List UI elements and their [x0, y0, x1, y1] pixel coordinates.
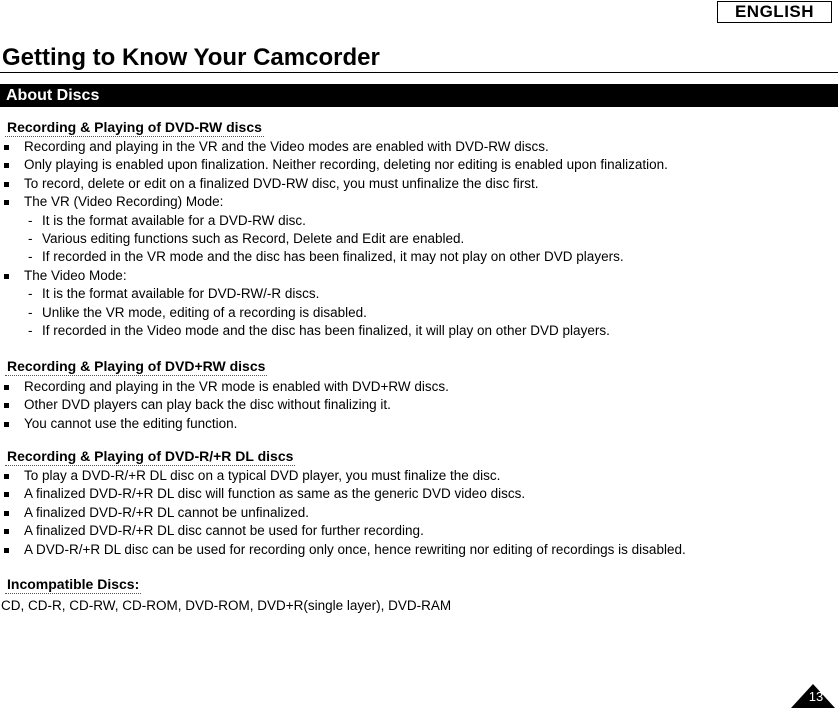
language-badge: ENGLISH [717, 1, 832, 23]
list-item: The VR (Video Recording) Mode: [0, 193, 668, 211]
list-item: To record, delete or edit on a finalized DVD-RW disc, you must unfinalize the disc first. [0, 175, 668, 193]
dvd-rw-heading: Recording & Playing of DVD-RW discs [7, 119, 262, 135]
list-item: The Video Mode: [0, 267, 668, 285]
list-item: You cannot use the editing function. [0, 415, 449, 433]
list-item: Recording and playing in the VR mode is enabled with DVD+RW discs. [0, 378, 449, 396]
section-title: About Discs [6, 87, 100, 104]
section-header-bar [0, 84, 838, 107]
list-item: A finalized DVD-R/+R DL disc cannot be used for further recording. [0, 522, 686, 540]
sub-list-item: - Unlike the VR mode, editing of a recording is disabled. [0, 304, 668, 322]
page-number-badge [791, 684, 835, 708]
list-item: To play a DVD-R/+R DL disc on a typical DVD player, you must finalize the disc. [0, 467, 686, 485]
dvd-plus-rw-heading: Recording & Playing of DVD+RW discs [7, 358, 266, 374]
incompatible-discs-list: CD, CD-R, CD-RW, CD-ROM, DVD-ROM, DVD+R(single layer), DVD-RAM [1, 598, 452, 613]
page-number: 13 [808, 689, 824, 704]
list-item: Other DVD players can play back the disc without finalizing it. [0, 396, 449, 414]
dvd-plus-rw-list [0, 378, 449, 433]
sub-list-item: - Various editing functions such as Record, Delete and Edit are enabled. [0, 230, 668, 248]
list-item: Only playing is enabled upon finalization. Neither recording, deleting nor editing is enabled upon finalization. [0, 156, 668, 174]
page-title: Getting to Know Your Camcorder [2, 44, 380, 71]
sub-list-item: - It is the format available for a DVD-RW disc. [0, 212, 668, 230]
incompatible-discs-heading: Incompatible Discs: [7, 576, 140, 592]
sub-list-item: - It is the format available for DVD-RW/-R discs. [0, 285, 668, 303]
sub-list-item: - If recorded in the Video mode and the disc has been finalized, it will play on other DVD players. [0, 322, 668, 340]
dvd-r-dl-heading: Recording & Playing of DVD-R/+R DL discs [7, 448, 294, 464]
dvd-r-dl-list [0, 467, 686, 559]
list-item: A DVD-R/+R DL disc can be used for recording only once, hence rewriting nor editing of recordings is disabled. [0, 541, 686, 559]
dvd-rw-list [0, 138, 668, 340]
sub-list-item: - If recorded in the VR mode and the disc has been finalized, it may not play on other DVD players. [0, 248, 668, 266]
list-item: Recording and playing in the VR and the Video modes are enabled with DVD-RW discs. [0, 138, 668, 156]
list-item: A finalized DVD-R/+R DL cannot be unfinalized. [0, 504, 686, 522]
list-item: A finalized DVD-R/+R DL disc will function as same as the generic DVD video discs. [0, 485, 686, 503]
title-divider [0, 72, 838, 73]
